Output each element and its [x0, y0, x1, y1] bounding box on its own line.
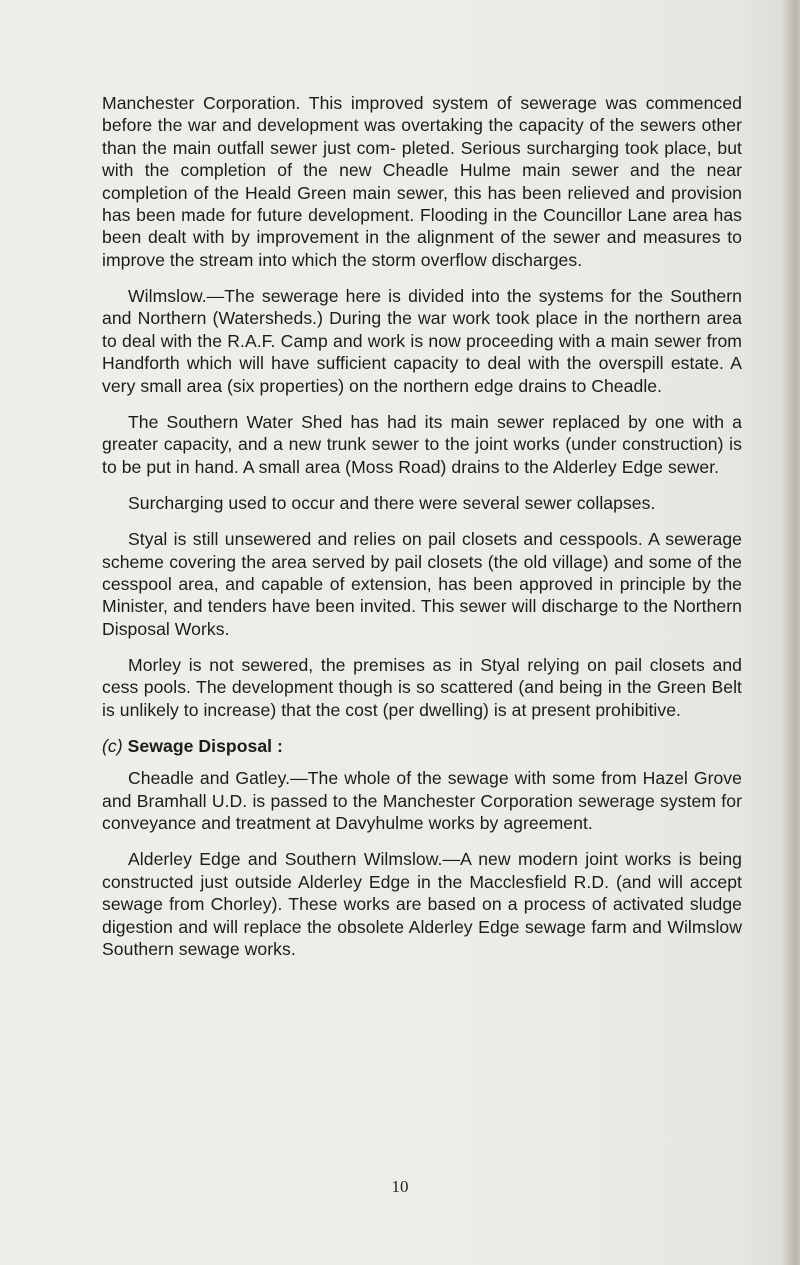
paragraph-cheadle-gatley: Cheadle and Gatley.—The whole of the sewage with some from Hazel Grove and Bramhall U.D. is passed to the Manchester Corporation sewerage system for conveyance and treatment at Davyhulme works by agreement. [102, 768, 742, 834]
paragraph-surcharging: Surcharging used to occur and there were several sewer collapses. [128, 492, 656, 513]
page-number: 10 [391, 1177, 409, 1196]
paragraph-wilmslow: Wilmslow.—The sewerage here is divided into the systems for the Southern and Northern (Watersheds.) During the war work took place in the northern area to deal with the R.A.F. Camp and work is now proceeding with a main sewer from Handforth which will have sufficient capacity to deal with the overspill estate. A very small area (six properties) on the northern edge drains to Cheadle. [102, 286, 742, 396]
paragraph-manchester-corporation: Manchester Corporation. This improved system of sewerage was commenced before the war and development was overtaking the capacity of the sewers other than the main outfall sewer just com- pleted. Serious surcharging took place, but with the completion of the new Cheadle Hulme main sewer and the near completion of the Heald Green main sewer, this has been relieved and provision has been made for future development. Flooding in the Councillor Lane area has been dealt with by improvement in the alignment of the sewer and measures to improve the stream into which the storm overflow discharges. [102, 93, 742, 270]
section-heading-label: Sewage Disposal : [127, 735, 283, 756]
paragraph-morley: Morley is not sewered, the premises as in Styal relying on pail closets and cess pools. The development though is so scattered (and being in the Green Belt is unlikely to increase) that the cost (per dwelling) is at present prohibitive. [102, 654, 742, 720]
section-heading-sewage-disposal [102, 735, 742, 757]
paragraph-alderley-edge: Alderley Edge and Southern Wilmslow.—A new modern joint works is being constructed just outside Alderley Edge in the Macclesfield R.D. (and will accept sewage from Chorley). These works are based on a process of activated sludge digestion and will replace the obsolete Alderley Edge sewage farm and Wilmslow Southern sewage works. [102, 849, 742, 959]
section-heading-letter: (c) [102, 735, 123, 756]
body-text [102, 92, 742, 974]
paragraph-styal: Styal is still unsewered and relies on pail closets and cesspools. A sewerage scheme covering the area served by pail closets (the old village) and some of the cesspool area, and capable of extension, has been approved in principle by the Minister, and tenders have been invited. This sewer will discharge to the Northern Disposal Works. [102, 529, 742, 639]
paragraph-southern-water-shed: The Southern Water Shed has had its main sewer replaced by one with a greater capacity, and a new trunk sewer to the joint works (under construction) is to be put in hand. A small area (Moss Road) drains to the Alderley Edge sewer. [102, 411, 742, 477]
page-edge-shadow [782, 0, 800, 1265]
